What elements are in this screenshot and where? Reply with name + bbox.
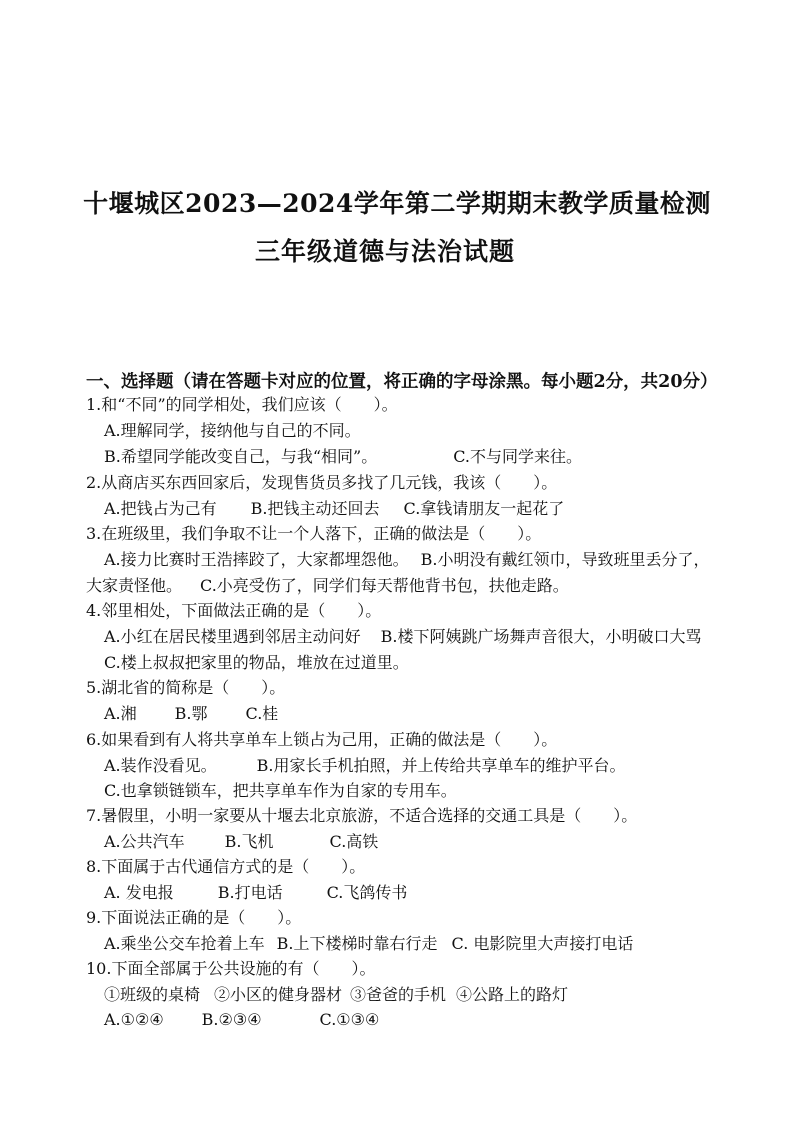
option: A.装作没看见。 [104, 756, 217, 775]
question-stem: 8.下面属于古代通信方式的是（ ）。 [86, 857, 366, 876]
option: B.把钱主动还回去 [250, 499, 380, 518]
exam-subtitle: 三年级道德与法治试题 [255, 237, 516, 266]
question-stem: 4.邻里相处，下面做法正确的是（ ）。 [86, 601, 382, 620]
option: B.小明没有戴红领巾，导致班里丢分了， [420, 550, 710, 569]
option: ④公路上的路灯 [456, 985, 569, 1004]
option-line [104, 653, 409, 673]
option: A.乘坐公交车抢着上车 [104, 934, 265, 953]
option: C.小亮受伤了，同学们每天帮他背书包，扶他走路。 [200, 576, 569, 595]
question-stem: 1.和“不同”的同学相处，我们应该（ ）。 [86, 395, 398, 414]
option: B.鄂 [174, 704, 208, 723]
question-stem: 6.如果看到有人将共享单车上锁占为己用，正确的做法是（ ）。 [86, 730, 558, 749]
option: ③爸爸的手机 [350, 985, 447, 1004]
option: C.楼上叔叔把家里的物品，堆放在过道里。 [104, 653, 409, 672]
option-line [104, 550, 710, 570]
option: 大家责怪他。 [86, 576, 183, 595]
option: B.楼下阿姨跳广场舞声音很大，小明破口大骂 [380, 627, 702, 646]
option: A.把钱占为己有 [104, 499, 217, 518]
option-line [104, 883, 407, 903]
option: B.希望同学能改变自己，与我“相同”。 [104, 447, 378, 466]
option: C.①③④ [319, 1010, 380, 1029]
option-line [104, 756, 626, 776]
option: ①班级的桌椅 [104, 985, 201, 1004]
question-stem: 3.在班级里，我们争取不让一个人落下，正确的做法是（ ）。 [86, 524, 542, 543]
option: C.拿钱请朋友一起花了 [403, 499, 565, 518]
option-line [104, 1010, 379, 1030]
option: C. 电影院里大声接打电话 [451, 934, 634, 953]
option: B.打电话 [217, 883, 283, 902]
option: A.理解同学，接纳他与自己的不同。 [104, 421, 361, 440]
option-line [104, 447, 582, 467]
option-line [104, 704, 278, 724]
option: B.②③④ [201, 1010, 262, 1029]
option: C.飞鸽传书 [326, 883, 408, 902]
option: A.①②④ [104, 1010, 164, 1029]
option: B.飞机 [224, 832, 274, 851]
option: C.桂 [245, 704, 279, 723]
option: C.也拿锁链锁车，把共享单车作为自家的专用车。 [104, 781, 457, 800]
option-line [86, 576, 569, 596]
option: C.不与同学来往。 [453, 447, 582, 466]
question-stem: 9.下面说法正确的是（ ）。 [86, 908, 302, 927]
option-line [104, 781, 457, 801]
option-line [104, 934, 633, 954]
option: A.接力比赛时王浩摔跤了，大家都埋怨他。 [104, 550, 409, 569]
option: A.小红在居民楼里遇到邻居主动问好 [104, 627, 361, 646]
option: A. 发电报 [104, 883, 174, 902]
option-line [104, 832, 378, 852]
question-stem: 2.从商店买东西回家后，发现售货员多找了几元钱，我该（ ）。 [86, 473, 558, 492]
option-line [104, 421, 361, 441]
option-line [104, 985, 568, 1005]
question-stem: 5.湖北省的简称是（ ）。 [86, 678, 286, 697]
option: A.公共汽车 [104, 832, 185, 851]
option: C.高铁 [329, 832, 379, 851]
option: B.用家长手机拍照，并上传给共享单车的维护平台。 [256, 756, 626, 775]
option: A.湘 [104, 704, 137, 723]
option-line [104, 499, 564, 519]
section-heading: 一、选择题（请在答题卡对应的位置，将正确的字母涂黑。每小题2分，共20分） [86, 372, 718, 392]
exam-title: 十堰城区2023—2024学年第二学期期末教学质量检测 [83, 189, 711, 218]
question-stem: 7.暑假里，小明一家要从十堰去北京旅游，不适合选择的交通工具是（ ）。 [86, 806, 638, 825]
option: ②小区的健身器材 [214, 985, 343, 1004]
question-stem: 10.下面全部属于公共设施的有（ ）。 [86, 959, 376, 978]
option: B.上下楼梯时靠右行走 [276, 934, 438, 953]
option-line [104, 627, 702, 647]
